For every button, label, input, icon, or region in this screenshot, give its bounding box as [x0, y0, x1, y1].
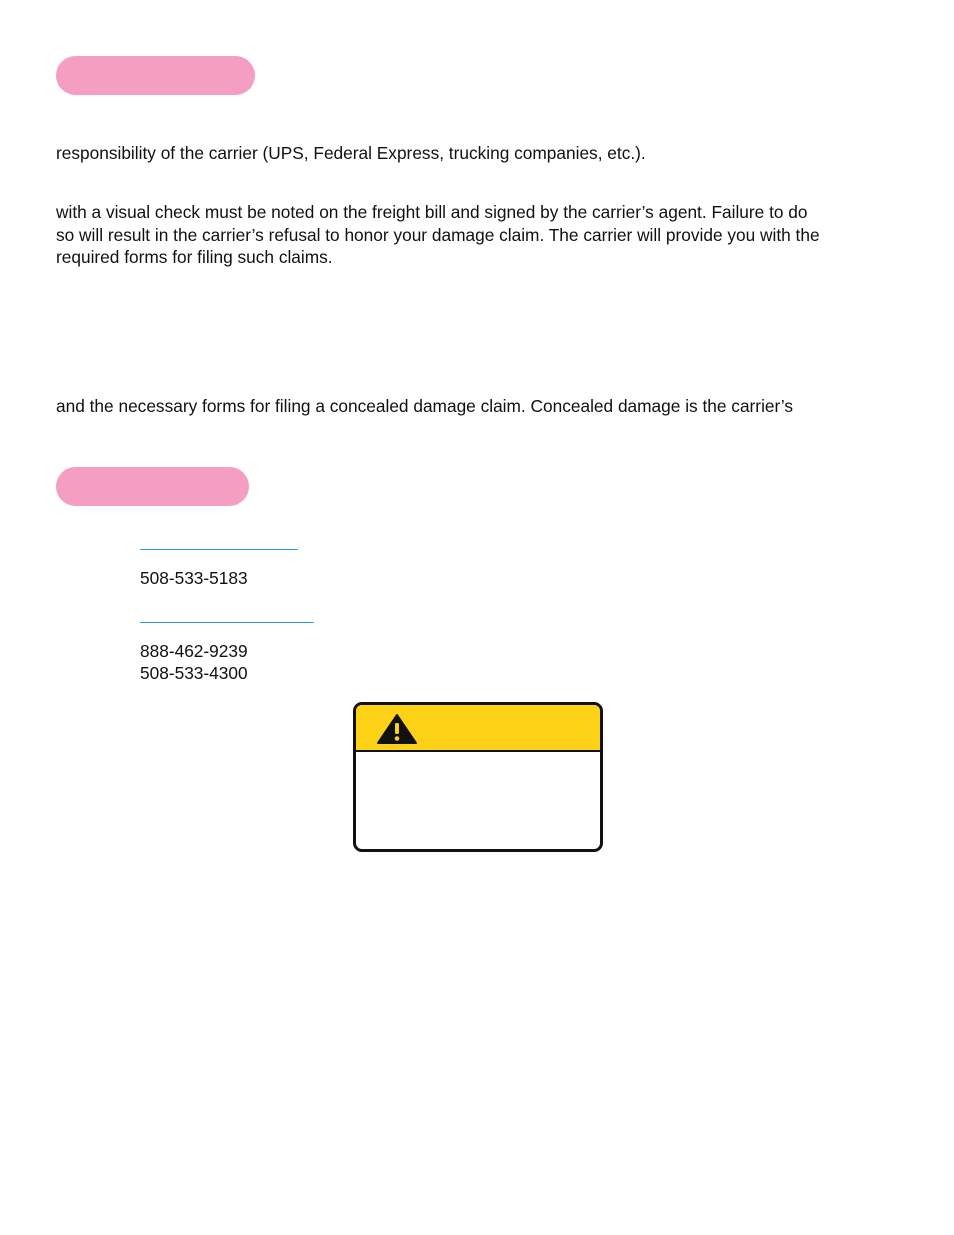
paragraph-line: and the necessary forms for filing a concealed damage claim. Concealed damage is the carrier’s	[56, 396, 794, 416]
paragraph-visual-check	[56, 201, 896, 269]
paragraph-line: so will result in the carrier’s refusal to honor your damage claim. The carrier will provide you with the	[56, 224, 820, 245]
section-heading-pill-2	[56, 467, 249, 506]
paragraph-carrier-responsibility	[56, 142, 896, 165]
phone-number-3: 508-533-4300	[140, 663, 248, 683]
phone-number-1: 508-533-5183	[140, 568, 248, 588]
contact-link-underline-2[interactable]	[140, 622, 314, 623]
section-heading-pill-1	[56, 56, 255, 95]
warning-header	[356, 705, 600, 752]
phone-number-2: 888-462-9239	[140, 641, 248, 661]
paragraph-line: with a visual check must be noted on the freight bill and signed by the carrier’s agent. Failure to do	[56, 202, 808, 222]
paragraph-line: responsibility of the carrier (UPS, Federal Express, trucking companies, etc.).	[56, 143, 646, 163]
warning-box	[353, 702, 603, 852]
warning-triangle-icon	[376, 713, 418, 745]
contact-link-underline-1[interactable]	[140, 549, 298, 550]
paragraph-line: required forms for filing such claims.	[56, 247, 333, 267]
paragraph-concealed-damage	[56, 395, 896, 418]
